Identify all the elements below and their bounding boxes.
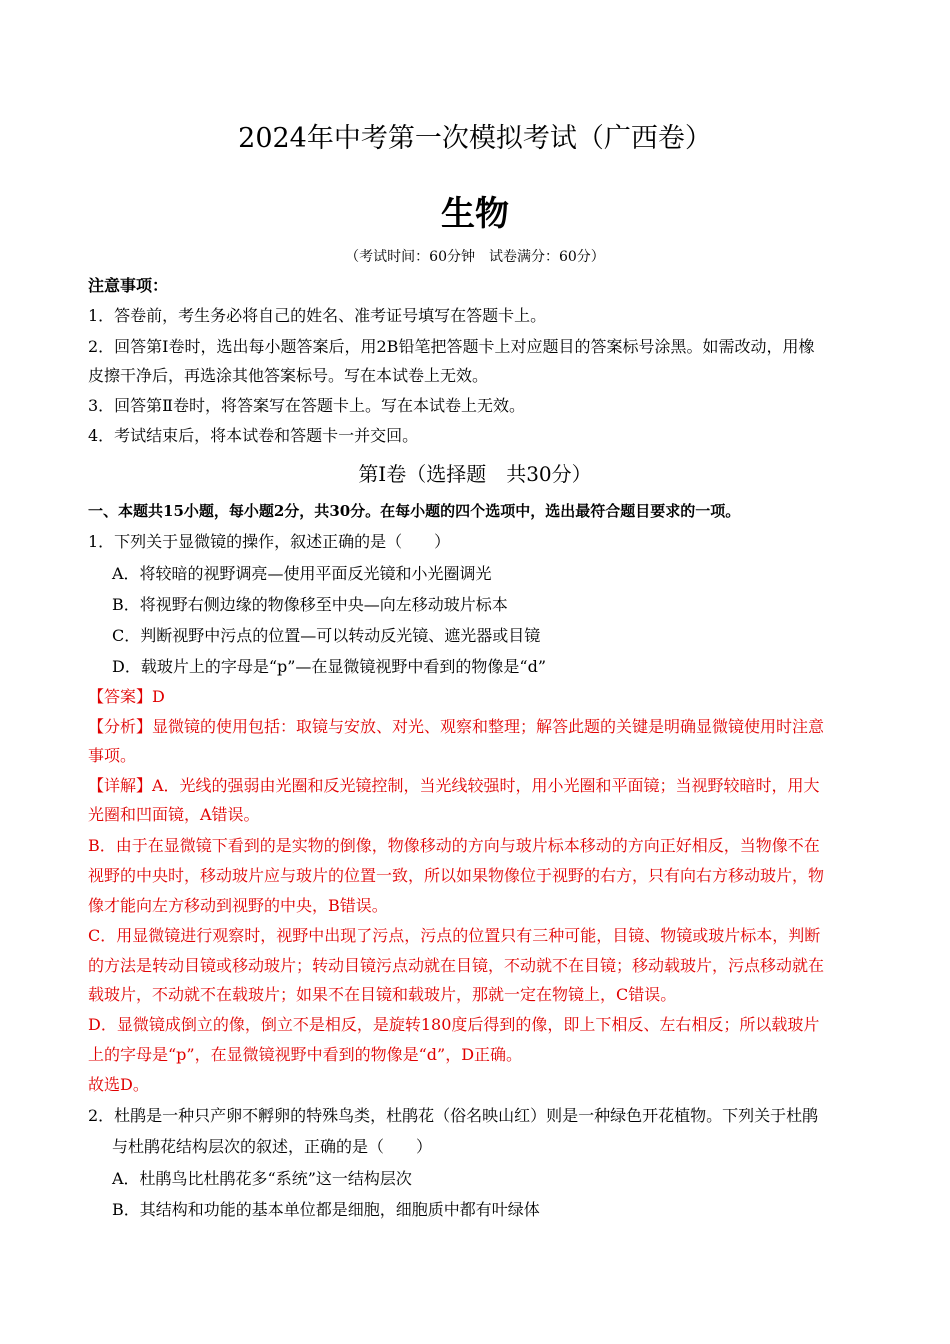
q1-detail-d2: 上的字母是“p”，在显微镜视野中看到的物像是“d”，D正确。 bbox=[88, 1045, 523, 1064]
section-title: 第Ⅰ卷（选择题 共30分） bbox=[358, 462, 592, 486]
exam-title: 2024年中考第一次模拟考试（广西卷） bbox=[238, 123, 712, 154]
q1-detail-c2: 的方法是转动目镜或移动玻片；转动目镜污点动就在目镜，不动就不在目镜；移动载玻片，污点移动就在 bbox=[88, 956, 825, 975]
q2-option-b: B．其结构和功能的基本单位都是细胞，细胞质中都有叶绿体 bbox=[112, 1200, 540, 1219]
note-2b: 皮擦干净后，再选涂其他答案标号。写在本试卷上无效。 bbox=[88, 366, 489, 385]
q1-option-d: D．载玻片上的字母是“p”—在显微镜视野中看到的物像是“d” bbox=[112, 657, 547, 676]
q2-stem-1: 2．杜鹃是一种只产卵不孵卵的特殊鸟类，杜鹃花（俗名映山红）则是一种绿色开花植物。下列关于杜鹃 bbox=[88, 1106, 819, 1125]
q1-analysis-2: 事项。 bbox=[88, 746, 137, 765]
note-1: 1．答卷前，考生务必将自己的姓名、准考证号填写在答题卡上。 bbox=[88, 306, 547, 325]
q2-option-a: A．杜鹃鸟比杜鹃花多“系统”这一结构层次 bbox=[112, 1169, 412, 1188]
exam-meta: （考试时间：60分钟 试卷满分：60分） bbox=[345, 249, 605, 265]
q1-answer: 【答案】D bbox=[88, 687, 165, 706]
note-4: 4．考试结束后，将本试卷和答题卡一并交回。 bbox=[88, 426, 419, 445]
note-3: 3．回答第Ⅱ卷时，将答案写在答题卡上。写在本试卷上无效。 bbox=[88, 396, 526, 415]
section-instruction: 一、本题共15小题，每小题2分，共30分。在每小题的四个选项中，选出最符合题目要求的一项。 bbox=[88, 502, 741, 520]
q1-stem: 1．下列关于显微镜的操作，叙述正确的是（ ） bbox=[88, 532, 451, 551]
q1-detail-b2: 视野的中央时，移动玻片应与玻片的位置一致，所以如果物像位于视野的右方，只有向右方移动玻片，物 bbox=[88, 866, 825, 885]
q1-detail-c1: C．用显微镜进行观察时，视野中出现了污点，污点的位置只有三种可能，目镜、物镜或玻片标本，判断 bbox=[88, 926, 821, 945]
q1-option-b: B．将视野右侧边缘的物像移至中央—向左移动玻片标本 bbox=[112, 595, 508, 614]
q1-option-c: C．判断视野中污点的位置—可以转动反光镜、遮光器或目镜 bbox=[112, 626, 541, 645]
q1-detail-1: 【详解】A．光线的强弱由光圈和反光镜控制，当光线较强时，用小光圈和平面镜；当视野较暗时，用大 bbox=[88, 776, 820, 795]
q1-detail-2: 光圈和凹面镜，A错误。 bbox=[88, 805, 260, 824]
q1-option-a: A．将较暗的视野调亮—使用平面反光镜和小光圈调光 bbox=[112, 564, 492, 583]
q1-detail-b1: B．由于在显微镜下看到的是实物的倒像，物像移动的方向与玻片标本移动的方向正好相反，当物像不在 bbox=[88, 836, 820, 855]
q1-conclusion: 故选D。 bbox=[88, 1075, 149, 1094]
q1-detail-d1: D．显微镜成倒立的像，倒立不是相反，是旋转180度后得到的像，即上下相反、左右相反；所以载玻片 bbox=[88, 1015, 820, 1034]
notes-heading: 注意事项： bbox=[88, 276, 169, 295]
note-2a: 2．回答第Ⅰ卷时，选出每小题答案后，用2B铅笔把答题卡上对应题目的答案标号涂黑。如需改动，用橡 bbox=[88, 337, 815, 356]
q2-stem-2: 与杜鹃花结构层次的叙述，正确的是（ ） bbox=[112, 1137, 433, 1156]
q1-detail-c3: 载玻片，不动就不在载玻片；如果不在目镜和载玻片，那就一定在物镜上，C错误。 bbox=[88, 985, 677, 1004]
q1-analysis-1: 【分析】显微镜的使用包括：取镜与安放、对光、观察和整理；解答此题的关键是明确显微镜使用时注意 bbox=[88, 717, 825, 736]
q1-detail-b3: 像才能向左方移动到视野的中央，B错误。 bbox=[88, 896, 388, 915]
subject-title: 生物 bbox=[441, 194, 509, 234]
